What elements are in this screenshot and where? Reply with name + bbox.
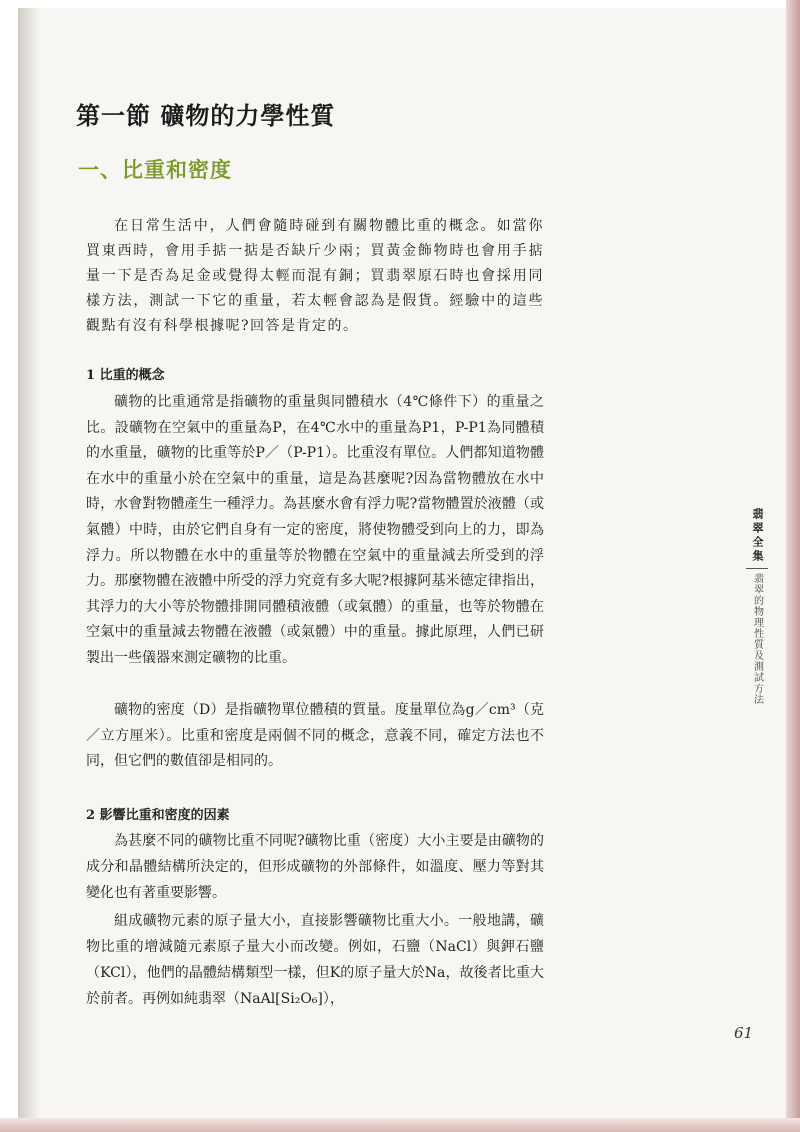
cover-edge-bottom	[0, 1118, 800, 1132]
series-title: 翡翠全集	[751, 508, 764, 564]
cover-edge	[786, 0, 800, 1132]
page-number: 61	[734, 1024, 754, 1042]
side-tab-divider	[746, 568, 768, 569]
intro-paragraph: 在日常生活中，人們會隨時碰到有關物體比重的概念。如當你買東西時，會用手掂一掂是否缺斤少兩；買黃金飾物時也會用手掂量一下是否為足金或覺得太輕而混有銅；買翡翠原石時也會採用同樣方法，測試一下它的重量，若太輕會認為是假貨。經驗中的這些觀點有沒有科學根據呢?回答是肯定的。	[86, 218, 544, 334]
paragraph-specific-gravity: 礦物的比重通常是指礦物的重量與同體積水（4℃條件下）的重量之比。設礦物在空氣中的重量為P，在4℃水中的重量為P1，P-P1為同體積的水重量，礦物的比重等於P／（P-P1）。比重沒有單位。人們都知道物體在水中的重量小於在空氣中的重量，這是為甚麼呢?因為當物體放在水中時，水會對物體產生一種浮力。為甚麼水會有浮力呢?當物體置於液體（或氣體）中時，由於它們自身有一定的密度，將使物體受到向上的力，即為浮力。所以物體在水中的重量等於物體在空氣中的重量減去所受到的浮力。那麼物體在液體中所受的浮力究竟有多大呢?根據阿基米德定律指出，其浮力的大小等於物體排開同體積液體（或氣體）的重量，也等於物體在空氣中的重量減去物體在液體（或氣體）中的重量。據此原理，人們已研製出一些儀器來測定礦物的比重。	[86, 394, 544, 666]
paragraph-atomic-weight: 組成礦物元素的原子量大小，直接影響礦物比重大小。一般地講，礦物比重的增減隨元素原子量大小而改變。例如，石鹽（NaCl）與鉀石鹽（KCl），他們的晶體結構類型一樣，但K的原子量大於Na，故後者比重大於前者。再例如純翡翠（NaAl[Si₂O₆]），	[86, 913, 544, 1007]
spine-shadow	[18, 8, 40, 1118]
paragraph-factors-intro: 為甚麼不同的礦物比重不同呢?礦物比重（密度）大小主要是由礦物的成分和晶體結構所決定的，但形成礦物的外部條件，如溫度、壓力等對其變化也有著重要影響。	[86, 833, 544, 901]
side-tab	[744, 508, 770, 705]
book-page	[18, 8, 786, 1118]
heading-specific-gravity-concept: 1 比重的概念	[86, 368, 165, 383]
subsection-title: 一、比重和密度	[78, 158, 232, 182]
chapter-title: 翡翠的物理性質及測試方法	[751, 573, 763, 705]
heading-influencing-factors: 2 影響比重和密度的因素	[86, 808, 230, 823]
paragraph-density: 礦物的密度（D）是指礦物單位體積的質量。度量單位為g／cm³（克／立方厘米）。比重和密度是兩個不同的概念，意義不同，確定方法也不同，但它們的數值卻是相同的。	[86, 702, 544, 770]
section-title: 第一節 礦物的力學性質	[76, 101, 336, 130]
